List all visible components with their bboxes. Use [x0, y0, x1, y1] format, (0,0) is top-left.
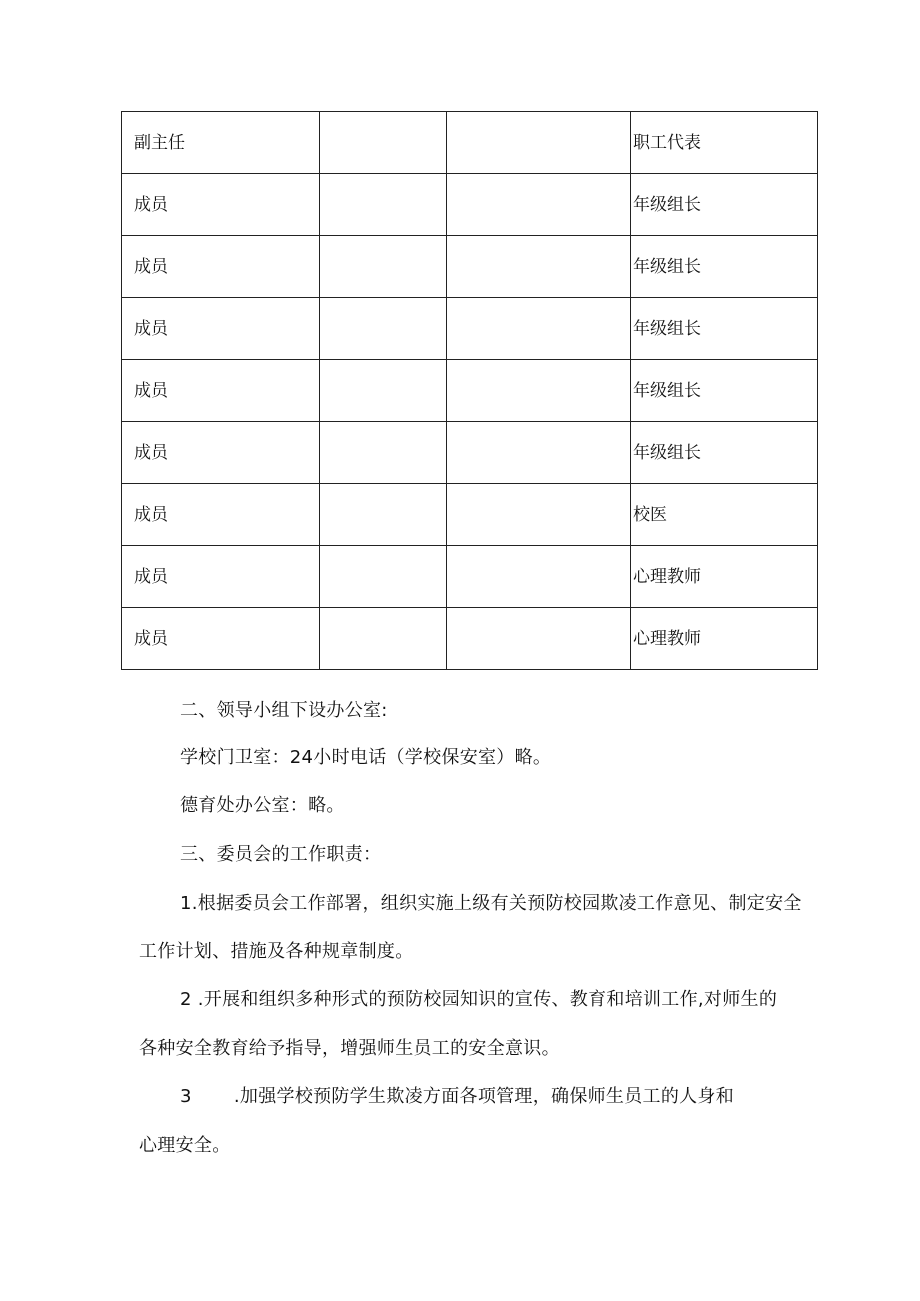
- name-cell: [320, 608, 447, 670]
- name-cell: [320, 298, 447, 360]
- post-cell: [447, 546, 631, 608]
- note-cell: 年级组长: [631, 298, 818, 360]
- name-cell: [320, 112, 447, 174]
- role-cell: 成员: [122, 546, 320, 608]
- post-cell: [447, 360, 631, 422]
- post-cell: [447, 236, 631, 298]
- section-three-heading: 三、委员会的工作职责：: [180, 844, 382, 865]
- note-cell: 心理教师: [631, 546, 818, 608]
- name-cell: [320, 360, 447, 422]
- post-cell: [447, 112, 631, 174]
- table-row: [122, 546, 818, 608]
- duty-item-1-line-2: 工作计划、措施及各种规章制度。: [139, 941, 414, 962]
- duty-item-2-line-2: 各种安全教育给予指导，增强师生员工的安全意识。: [139, 1038, 560, 1059]
- table-row: [122, 174, 818, 236]
- duty-item-3-line-2: 心理安全。: [139, 1135, 231, 1156]
- post-cell: [447, 298, 631, 360]
- note-cell: 校医: [631, 484, 818, 546]
- table-row: [122, 236, 818, 298]
- gate-office-line: 学校门卫室：24小时电话（学校保安室）略。: [180, 747, 552, 768]
- note-cell: 年级组长: [631, 422, 818, 484]
- role-cell: 成员: [122, 608, 320, 670]
- post-cell: [447, 484, 631, 546]
- role-cell: 成员: [122, 174, 320, 236]
- role-cell: 成员: [122, 360, 320, 422]
- post-cell: [447, 422, 631, 484]
- name-cell: [320, 236, 447, 298]
- note-cell: 心理教师: [631, 608, 818, 670]
- role-cell: 成员: [122, 422, 320, 484]
- table-row: [122, 608, 818, 670]
- role-cell: 成员: [122, 298, 320, 360]
- note-cell: 年级组长: [631, 236, 818, 298]
- section-two-heading: 二、领导小组下设办公室:: [180, 700, 388, 721]
- post-cell: [447, 174, 631, 236]
- table-row: [122, 298, 818, 360]
- roster-table-body: [122, 112, 818, 670]
- note-cell: 职工代表: [631, 112, 818, 174]
- post-cell: [447, 608, 631, 670]
- name-cell: [320, 422, 447, 484]
- duty-item-1-line-1: 1.根据委员会工作部署，组织实施上级有关预防校园欺凌工作意见、制定安全: [180, 893, 802, 914]
- moral-office-line: 德育处办公室：略。: [180, 795, 345, 816]
- name-cell: [320, 174, 447, 236]
- table-row: [122, 484, 818, 546]
- name-cell: [320, 484, 447, 546]
- role-cell: 副主任: [122, 112, 320, 174]
- table-row: [122, 360, 818, 422]
- note-cell: 年级组长: [631, 174, 818, 236]
- table-row: [122, 112, 818, 174]
- duty-item-3-line-1: 3 .加强学校预防学生欺凌方面各项管理，确保师生员工的人身和: [180, 1086, 735, 1107]
- duty-item-2-line-1: 2 .开展和组织多种形式的预防校园知识的宣传、教育和培训工作,对师生的: [180, 989, 778, 1010]
- role-cell: 成员: [122, 236, 320, 298]
- table-row: [122, 422, 818, 484]
- note-cell: 年级组长: [631, 360, 818, 422]
- name-cell: [320, 546, 447, 608]
- role-cell: 成员: [122, 484, 320, 546]
- roster-table: [121, 111, 818, 670]
